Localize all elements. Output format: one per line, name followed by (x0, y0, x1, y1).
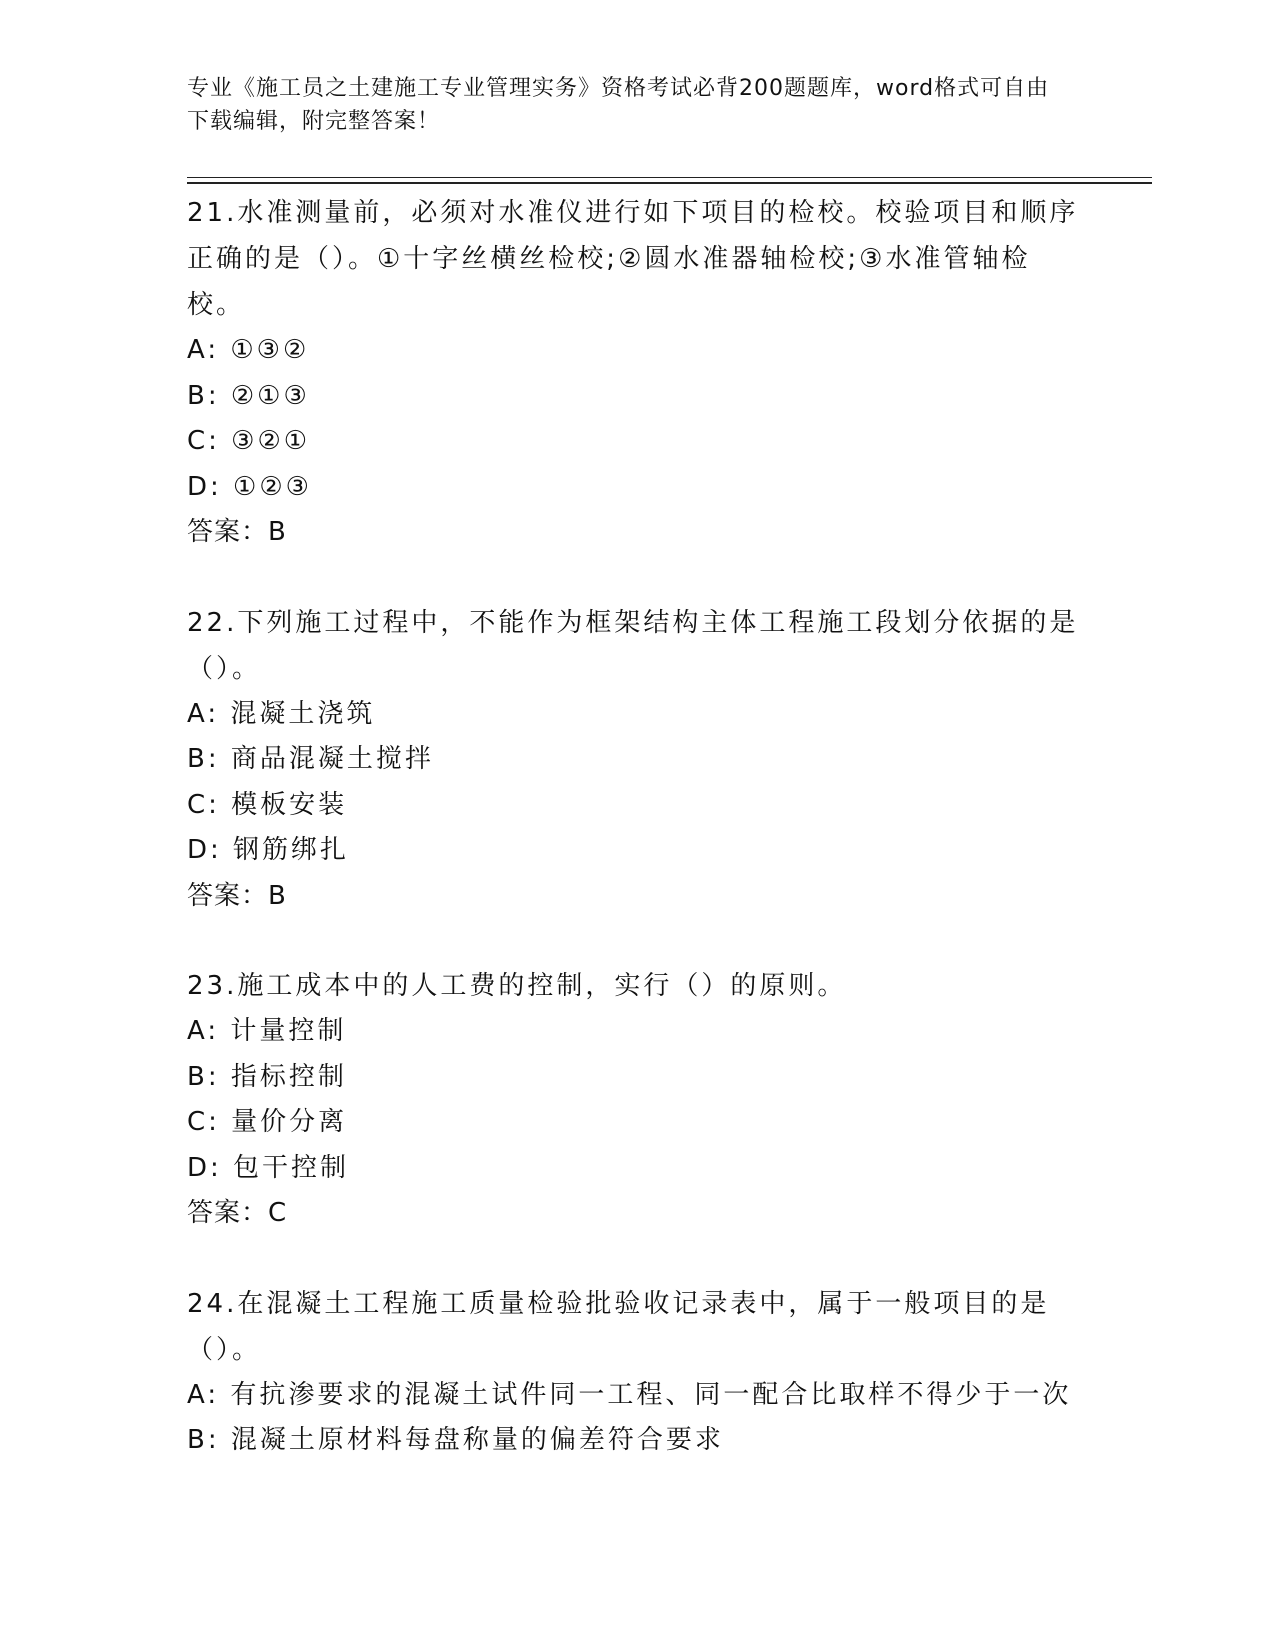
question-stem: 22.下列施工过程中，不能作为框架结构主体工程施工段划分依据的是（）。 (187, 607, 1079, 684)
option-d: D: 钢筋绑扎 (187, 835, 350, 865)
option-b: B: 商品混凝土搅拌 (187, 744, 434, 774)
question-21 (187, 190, 1087, 556)
option-b: B: 混凝土原材料每盘称量的偏差符合要求 (187, 1425, 724, 1455)
option-a: A: ①③② (187, 335, 310, 365)
answer-line: 答案：B (187, 517, 287, 547)
option-d: D: 包干控制 (187, 1152, 350, 1183)
option-a: A: 混凝土浇筑 (187, 698, 376, 729)
question-stem: 24.在混凝土工程施工质量检验批验收记录表中，属于一般项目的是（）。 (187, 1288, 1050, 1365)
question-23 (187, 963, 1087, 1237)
document-header: 专业《施工员之土建施工专业管理实务》资格考试必背200题题库，word格式可自由下载编辑，附完整答案！ (187, 76, 1050, 134)
option-c: C: ③②① (187, 426, 311, 456)
header-divider-thick (187, 182, 1152, 184)
question-stem: 23.施工成本中的人工费的控制，实行（）的原则。 (187, 971, 847, 1001)
option-a: A: 有抗渗要求的混凝土试件同一工程、同一配合比取样不得少于一次 (187, 1379, 1072, 1410)
option-a: A: 计量控制 (187, 1016, 347, 1046)
option-b: B: 指标控制 (187, 1061, 347, 1092)
option-d: D: ①②③ (187, 471, 312, 502)
question-stem: 21.水准测量前，必须对水准仪进行如下项目的检校。校验项目和顺序正确的是（）。①十字丝横丝检校;②圆水准器轴检校;③水准管轴检校。 (187, 198, 1079, 320)
option-c: C: 量价分离 (187, 1107, 348, 1137)
answer-line: 答案：B (187, 880, 287, 911)
option-c: C: 模板安装 (187, 789, 348, 820)
header-divider-thin (187, 177, 1152, 178)
answer-line: 答案：C (187, 1198, 288, 1228)
question-24 (187, 1281, 1087, 1464)
question-22 (187, 600, 1087, 920)
question-list (187, 188, 1087, 1508)
option-b: B: ②①③ (187, 380, 310, 411)
